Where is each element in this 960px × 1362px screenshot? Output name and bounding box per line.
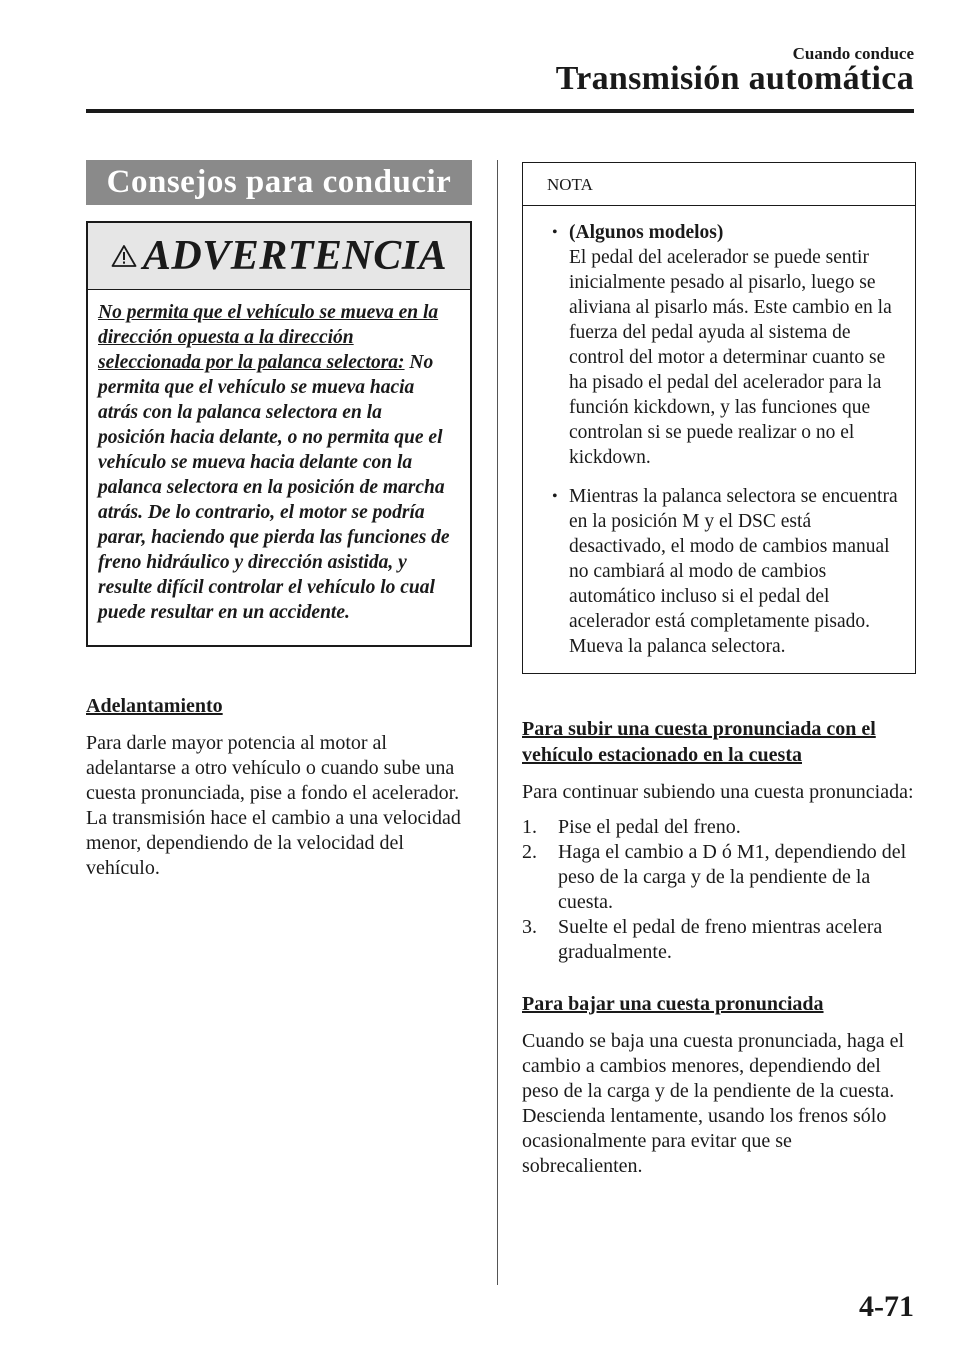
note-item: [547, 484, 903, 659]
note-heading: NOTA: [523, 163, 915, 206]
header-rule: [86, 109, 914, 113]
step-number: 2.: [522, 841, 537, 863]
note-item-text: El pedal del acelerador se puede sentir inicialmente pesado al pisarlo, luego se aliviana al pisarlo más. Este cambio en la fuerza del pedal ayuda al sistema de control del motor a determinar cuanto se ha pisado el pedal del acelerador para la función kickdown, y las funciones que controlan si se puede realizar o no el kickdown.: [569, 247, 892, 468]
note-box: [522, 162, 916, 674]
bullet-icon: •: [552, 488, 558, 505]
step-number: 1.: [522, 816, 537, 838]
uphill-intro: Para continuar subiendo una cuesta pronunciada:: [522, 781, 914, 803]
warning-text: [88, 290, 470, 645]
step-item: [522, 815, 916, 840]
step-text: Pise el pedal del freno.: [558, 816, 741, 838]
left-column: [86, 160, 472, 881]
uphill-steps: [522, 815, 916, 965]
overtaking-heading: Adelantamiento: [86, 695, 223, 717]
warning-triangle-icon: [111, 244, 137, 268]
step-text: Haga el cambio a D ó M1, dependiendo del peso de la carga y de la pendiente de la cuesta.: [558, 841, 907, 913]
page-title: Transmisión automática: [555, 60, 914, 97]
right-column: [522, 162, 916, 1179]
warning-header: [88, 223, 470, 290]
overtaking-text: Para darle mayor potencia al motor al adelantarse a otro vehículo o cuando sube una cuesta pronunciada, pise a fondo el acelerador. La transmisión hace el cambio a una velocidad menor, dependiendo de la velocidad del vehículo.: [86, 732, 461, 879]
downhill-text: Cuando se baja una cuesta pronunciada, haga el cambio a cambios menores, dependiendo del peso de la carga y de la pendiente de la cuesta. Descienda lentamente, usando los frenos sólo ocasionalmente para evitar que se sobrecalienten.: [522, 1030, 905, 1177]
section-title: Consejos para conducir: [86, 160, 472, 205]
step-text: Suelte el pedal de freno mientras acelera gradualmente.: [558, 916, 883, 963]
uphill-heading: Para subir una cuesta pronunciada con el vehículo estacionado en la cuesta: [522, 718, 876, 766]
step-number: 3.: [522, 916, 537, 938]
warning-lead: No permita que el vehículo se mueva en la dirección opuesta a la dirección seleccionada por la palanca selectora:: [98, 302, 439, 373]
warning-box: [86, 221, 472, 647]
note-item-title: (Algunos modelos): [569, 222, 724, 243]
chapter-label: Cuando conduce: [792, 44, 914, 63]
note-list: [523, 206, 915, 673]
step-item: [522, 915, 916, 965]
page-number: 4-71: [859, 1290, 914, 1323]
warning-body: No permita que el vehículo se mueva hacia atrás con la palanca selectora en la posición hacia delante, o no permita que el vehículo se mueva hacia delante con la palanca selectora en la posición de marcha atrás. De lo contrario, el motor se podría parar, haciendo que pierda las funciones de freno hidráulico y dirección asistida, y resulte difícil controlar el vehículo lo cual puede resultar en un accidente.: [98, 352, 450, 623]
bullet-icon: •: [552, 224, 558, 241]
step-item: [522, 840, 916, 915]
column-divider: [497, 160, 498, 1285]
note-item: [547, 220, 903, 470]
downhill-heading: Para bajar una cuesta pronunciada: [522, 993, 824, 1015]
warning-heading: ADVERTENCIA: [142, 233, 448, 279]
note-item-text: Mientras la palanca selectora se encuentra en la posición M y el DSC está desactivado, el modo de cambios manual no cambiará al modo de cambios automático incluso si el pedal del acelerador está completamente pisado. Mueva la palanca selectora.: [569, 486, 898, 657]
